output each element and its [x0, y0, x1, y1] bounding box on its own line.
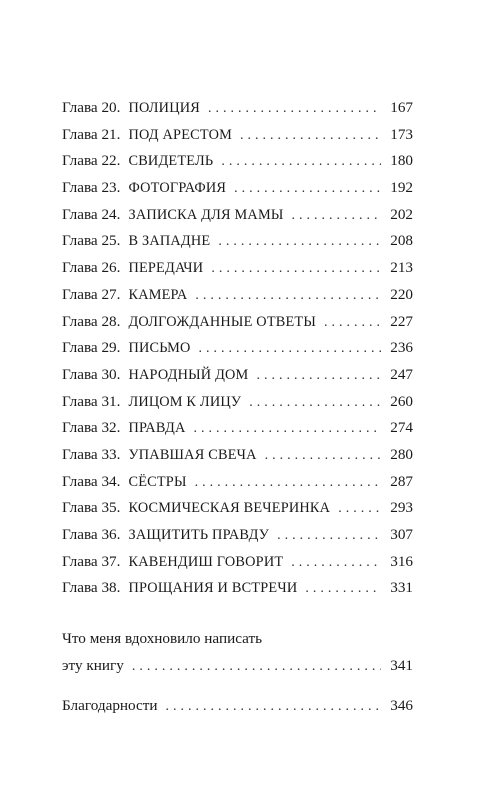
chapter-title: СЁСТРЫ	[128, 473, 187, 490]
chapter-title: ПОЛИЦИЯ	[128, 100, 200, 116]
page-number: 316	[390, 552, 413, 570]
dot-leader	[234, 176, 381, 203]
chapter-number: Глава 37.	[62, 552, 121, 570]
chapter-title: ФОТОГРАФИЯ	[128, 180, 227, 197]
chapter-number: Глава 29.	[62, 339, 121, 357]
dot-leader	[218, 229, 381, 256]
chapter-number: Глава 26.	[62, 259, 121, 277]
chapter-title: ПРАВДА	[128, 420, 186, 437]
dot-leader	[324, 310, 381, 337]
page-number: 227	[390, 312, 413, 330]
afterword-title-line1: Что меня вдохновило написать	[62, 630, 263, 648]
page-number: 287	[390, 472, 413, 490]
chapter-title: ДОЛГОЖДАННЫЕ ОТВЕТЫ	[128, 313, 317, 330]
page-number: 167	[390, 99, 413, 116]
chapter-number: Глава 31.	[62, 392, 121, 410]
chapter-number: Глава 25.	[62, 232, 121, 250]
dot-leader	[338, 496, 381, 523]
page-number: 208	[390, 232, 413, 250]
chapter-title: ПЕРЕДАЧИ	[128, 260, 204, 277]
afterword-title-line2: эту книгу	[62, 656, 124, 674]
page-number: 341	[390, 656, 413, 674]
page-number: 202	[390, 205, 413, 223]
chapter-title: УПАВШАЯ СВЕЧА	[128, 446, 257, 463]
chapter-title: КАМЕРА	[128, 286, 188, 303]
page-number: 247	[390, 365, 413, 383]
page-number: 280	[390, 445, 413, 463]
chapter-number: Глава 36.	[62, 526, 121, 543]
chapter-title: В ЗАПАДНЕ	[128, 233, 211, 250]
section-gap	[62, 602, 413, 626]
page-number: 331	[390, 579, 413, 597]
toc-entry-chapter[interactable]	[62, 335, 413, 362]
toc-entry-chapter[interactable]	[62, 522, 413, 549]
page-number: 220	[390, 285, 413, 303]
chapter-title: ПОД АРЕСТОМ	[128, 126, 233, 143]
chapter-list	[62, 95, 413, 602]
page-number: 346	[390, 697, 413, 715]
page-number: 293	[390, 499, 413, 517]
toc-entry-chapter[interactable]	[62, 442, 413, 469]
chapter-number: Глава 35.	[62, 499, 121, 517]
toc-entry-chapter[interactable]	[62, 175, 413, 202]
section-gap	[62, 679, 413, 693]
chapter-number: Глава 32.	[62, 419, 121, 437]
dot-leader	[194, 416, 382, 443]
dot-leader	[166, 694, 381, 721]
toc-entry-chapter[interactable]	[62, 202, 413, 229]
chapter-number: Глава 21.	[62, 125, 121, 143]
page-number: 192	[390, 179, 413, 197]
chapter-number: Глава 22.	[62, 152, 121, 170]
toc-entry-chapter[interactable]	[62, 95, 413, 122]
acknowledgements-title: Благодарности	[62, 697, 158, 715]
dot-leader	[292, 203, 381, 230]
chapter-number: Глава 24.	[62, 205, 121, 223]
dot-leader	[305, 576, 381, 603]
chapter-number: Глава 33.	[62, 445, 121, 463]
chapter-number: Глава 27.	[62, 285, 121, 303]
dot-leader	[208, 96, 381, 123]
chapter-title: КОСМИЧЕСКАЯ ВЕЧЕРИНКА	[128, 500, 331, 517]
page-number: 260	[390, 392, 413, 410]
page-number: 213	[390, 259, 413, 277]
chapter-title: КАВЕНДИШ ГОВОРИТ	[128, 553, 284, 570]
toc-entry-chapter[interactable]	[62, 148, 413, 175]
page-number: 307	[390, 526, 413, 543]
page-number: 173	[390, 125, 413, 143]
dot-leader	[132, 654, 381, 681]
toc-entry-chapter[interactable]	[62, 282, 413, 309]
toc-entry-chapter[interactable]	[62, 575, 413, 602]
toc-entry-chapter[interactable]	[62, 362, 413, 389]
chapter-title: ПРОЩАНИЯ И ВСТРЕЧИ	[128, 580, 298, 597]
chapter-number: Глава 34.	[62, 472, 121, 490]
table-of-contents	[62, 95, 413, 720]
chapter-title: ЛИЦОМ К ЛИЦУ	[128, 393, 242, 410]
toc-entry-afterword[interactable]	[62, 653, 413, 680]
dot-leader	[256, 363, 381, 390]
toc-entry-chapter[interactable]	[62, 255, 413, 282]
chapter-number: Глава 23.	[62, 179, 121, 197]
dot-leader	[199, 336, 381, 363]
chapter-title: ЗАПИСКА ДЛЯ МАМЫ	[128, 206, 284, 223]
toc-entry-chapter[interactable]	[62, 549, 413, 576]
toc-entry-chapter[interactable]	[62, 389, 413, 416]
chapter-title: НАРОДНЫЙ ДОМ	[128, 366, 249, 383]
chapter-title: ПИСЬМО	[128, 340, 191, 357]
dot-leader	[240, 123, 381, 150]
toc-entry-chapter[interactable]	[62, 495, 413, 522]
chapter-number: Глава 38.	[62, 579, 121, 597]
dot-leader	[265, 443, 381, 470]
chapter-number: Глава 20.	[62, 99, 121, 116]
page-number: 180	[390, 152, 413, 170]
dot-leader	[195, 470, 381, 497]
chapter-title: СВИДЕТЕЛЬ	[128, 153, 214, 170]
toc-entry-chapter[interactable]	[62, 228, 413, 255]
dot-leader	[195, 283, 381, 310]
chapter-title: ЗАЩИТИТЬ ПРАВДУ	[128, 527, 270, 543]
toc-entry-chapter[interactable]	[62, 122, 413, 149]
toc-entry-chapter[interactable]	[62, 309, 413, 336]
chapter-number: Глава 30.	[62, 365, 121, 383]
chapter-number: Глава 28.	[62, 312, 121, 330]
toc-entry-chapter[interactable]	[62, 415, 413, 442]
page-number: 274	[390, 419, 413, 437]
dot-leader	[249, 390, 381, 417]
page-number: 236	[390, 339, 413, 357]
dot-leader	[277, 523, 381, 550]
toc-entry-chapter[interactable]	[62, 469, 413, 496]
dot-leader	[211, 256, 381, 283]
dot-leader	[221, 149, 381, 176]
dot-leader	[291, 550, 381, 577]
toc-entry-acknowledgements[interactable]	[62, 693, 413, 720]
